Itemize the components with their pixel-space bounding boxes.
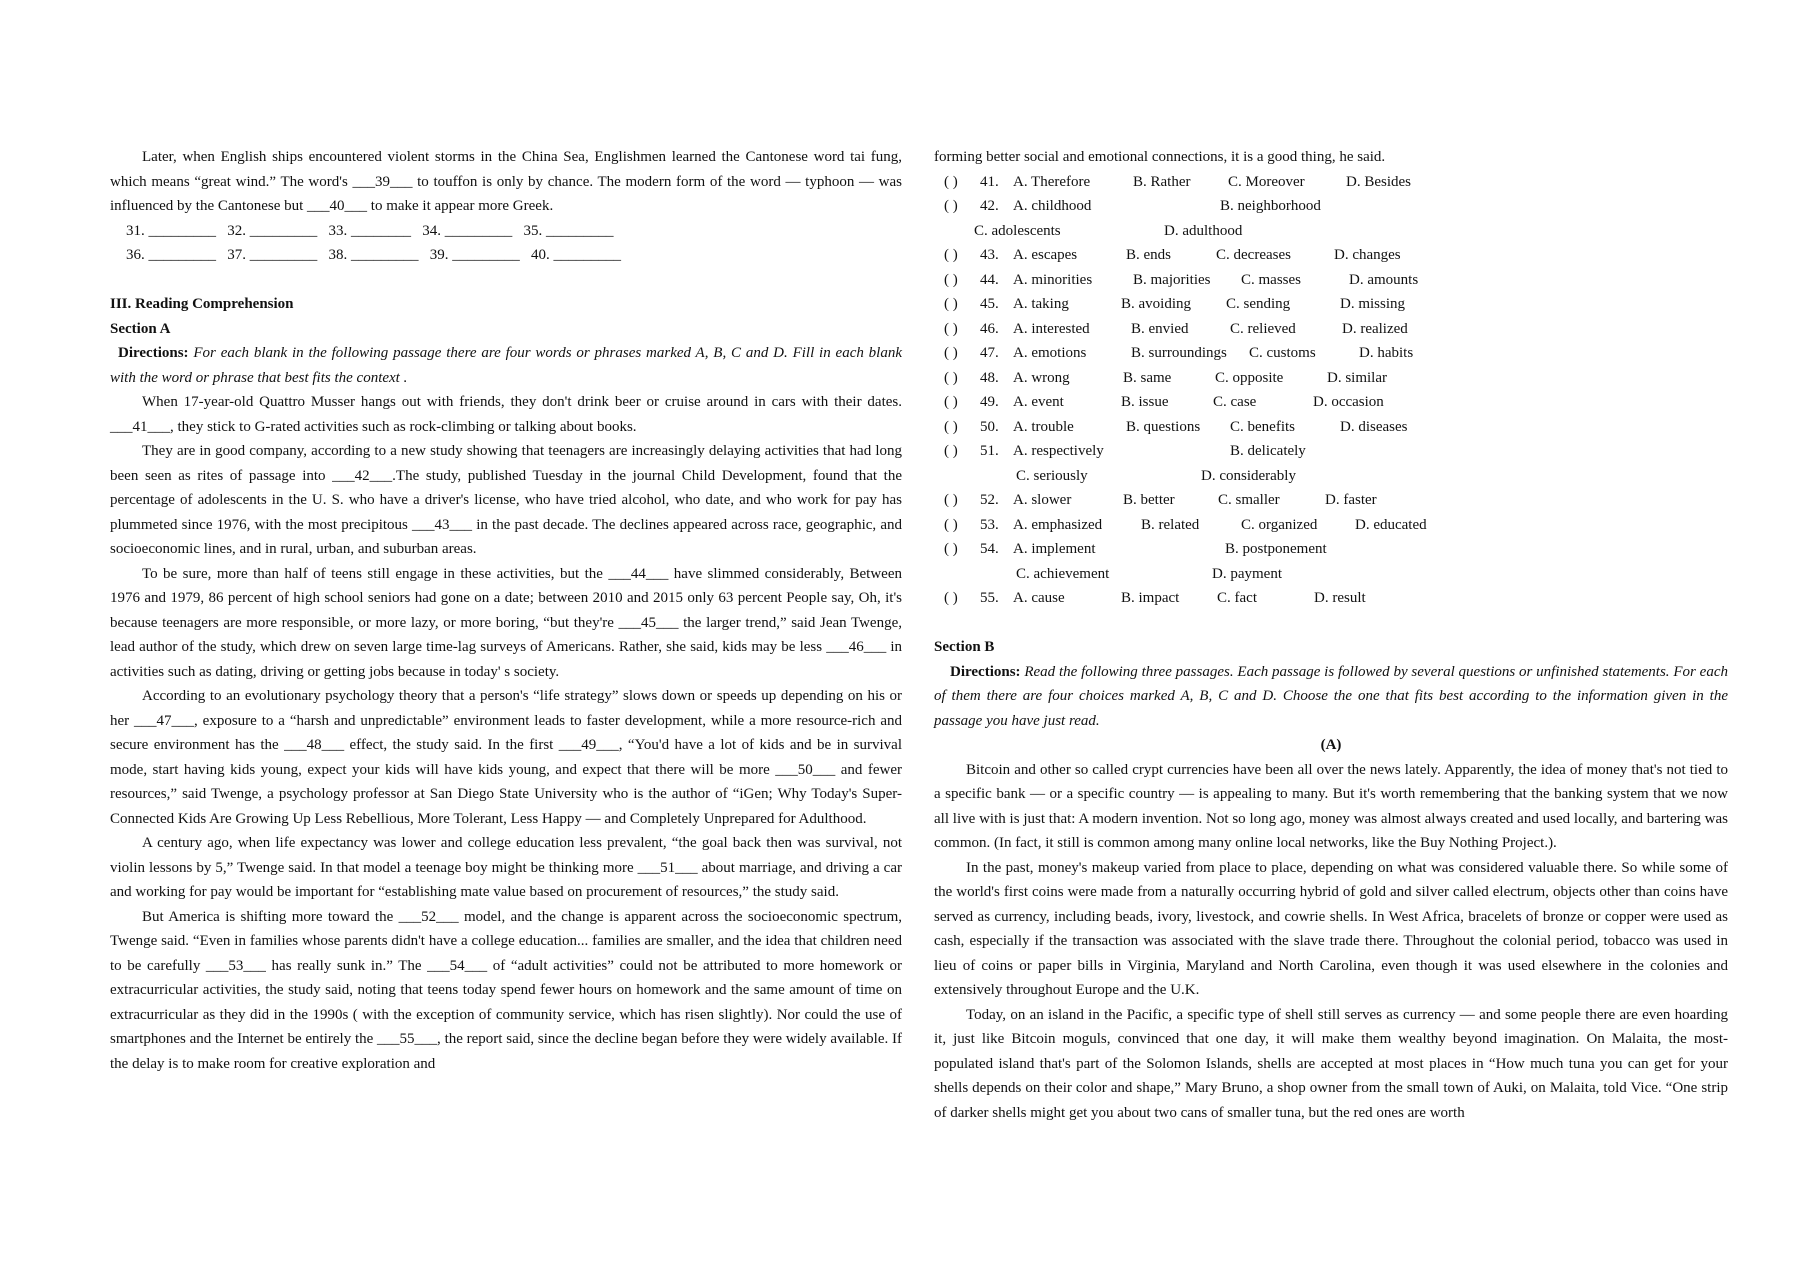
answer-bracket[interactable]: ( ) <box>944 418 958 435</box>
answer-option: D. realized <box>1342 320 1408 337</box>
passage-paragraph: Bitcoin and other so called crypt currencies have been all over the news lately. Apparently, the idea of money that's not tied to a specific bank — or a specific country — is appealing to many. But it's worth remembering that the banking system that we now all live with is just that: A modern invention. Not so long ago, money was almost always created and used locally, and bartering was common. (In fact, it still is common among many online local networks, like the Buy Nothing Project.). <box>934 761 1728 851</box>
question-row <box>934 439 1728 464</box>
intro-paragraph: Later, when English ships encountered violent storms in the China Sea, Englishmen learned the Cantonese word tai fung, which means “great wind.” The word's ___39___ to touffon is only by chance. The modern form of the word — typhoon — was influenced by the Cantonese but ___40___ to make it appear more Greek. <box>110 149 902 214</box>
passage-paragraph: Today, on an island in the Pacific, a specific type of shell still serves as currency — and some people there are even hoarding it, just like Bitcoin moguls, convinced that one day, it will make them wealthy beyond imagination. On Malaita, the most- populated island that's part of the Solomon Islands, shells are accepted at most places in “How much tuna you can get for your shells depends on their color and shape,” Mary Bruno, a shop owner from the small town of Auki, on Malaita, told Vice. “One strip of darker shells might get you about two cans of smaller tuna, but the red ones are worth <box>934 1006 1728 1121</box>
answer-option: D. faster <box>1325 492 1377 508</box>
section-b-directions <box>934 660 1728 734</box>
question-row <box>934 170 1728 195</box>
question-number: 44. <box>980 271 999 288</box>
question-options-continued <box>934 464 1728 489</box>
question-number: 47. <box>980 345 999 361</box>
answer-option: B. better <box>1123 492 1175 508</box>
question-number: 45. <box>980 296 999 312</box>
question-row <box>934 537 1728 562</box>
passage-paragraph: But America is shifting more toward the ___52___ model, and the change is apparent across the socioeconomic spectrum, Twenge said. “Even in families whose parents didn't have a college education... families are smaller, and the idea that children need to be carefully ___53___ has really sunk in.” The ___54___ of “adult activities” could not be attributed to more homework or extracurricular activities, the study said, noting that teens today spend fewer hours on homework and the same amount of time on extracurricular as they did in the 1990s ( with the exception of community service, which has risen slightly). Nor could the use of smartphones and the Internet be entirely the ___55___, the report said, since the decline began before they were widely available. If the delay is to make room for creative exploration and <box>110 908 902 1072</box>
answer-option: C. organized <box>1241 516 1318 533</box>
answer-option: B. issue <box>1121 394 1169 410</box>
passage-paragraph: A century ago, when life expectancy was lower and college education less prevalent, “the goal back then was survival, not violin lessons by 5,” Twenge said. In that model a teenage boy might be thinking more ___51___ about marriage, and driving a car and working for pay would be important for “establishing mate value based on procurement of resources,” the study said. <box>110 835 902 900</box>
answer-option: D. Besides <box>1346 173 1411 190</box>
answer-bracket[interactable]: ( ) <box>944 173 958 190</box>
answer-option: A. slower <box>1013 492 1072 508</box>
answer-option: B. delicately <box>1230 443 1306 459</box>
answer-bracket[interactable]: ( ) <box>944 271 958 288</box>
directions-label: Directions: <box>950 663 1021 680</box>
answer-option: D. payment <box>1212 565 1282 582</box>
answer-option: B. envied <box>1131 320 1189 337</box>
answer-option: A. trouble <box>1013 418 1074 435</box>
answer-option: A. minorities <box>1013 271 1093 288</box>
question-number: 51. <box>980 443 999 459</box>
answer-option: D. missing <box>1340 296 1406 312</box>
question-row <box>934 513 1728 538</box>
answer-option: C. case <box>1213 394 1257 410</box>
question-number: 42. <box>980 198 999 214</box>
passage-paragraph: In the past, money's makeup varied from place to place, depending on what was considered valuable there. So while some of the world's first coins were made from a naturally occurring hybrid of gold and silver called electrum, objects other than coins have served as currency, including beads, ivory, livestock, and cowrie shells. In West Africa, bracelets of bronze or copper were used as cash, especially if the transaction was associated with the slave trade there. Throughout the colonial period, tobacco was used in lieu of coins or paper bills in Virginia, Maryland and North Carolina, even though it was used elsewhere in the colonies and extensively throughout Europe and the U.K. <box>934 859 1728 998</box>
answer-option: D. considerably <box>1201 467 1296 484</box>
answer-blanks-row-2: 36. _________ 37. _________ 38. _________ 39. _________ 40. _________ <box>126 247 621 263</box>
answer-option: C. seriously <box>1016 467 1088 484</box>
answer-option: B. questions <box>1126 418 1201 435</box>
section-b-heading: Section B <box>934 639 995 655</box>
question-number: 49. <box>980 394 999 410</box>
answer-option: C. adolescents <box>974 222 1061 239</box>
answer-option: D. occasion <box>1313 394 1384 410</box>
answer-option: C. opposite <box>1215 369 1284 386</box>
answer-option: A. emotions <box>1013 345 1087 361</box>
continuation-text: forming better social and emotional connections, it is a good thing, he said. <box>934 149 1386 165</box>
section-a-directions <box>110 341 902 390</box>
passage-paragraph: They are in good company, according to a new study showing that teenagers are increasingly delaying activities that had long been seen as rites of passage into ___42___.The study, published Tuesday in the journal Child Development, found that the percentage of adolescents in the U. S. who have a driver's license, who have tried alcohol, who date, and who work for pay has plummeted since 1976, with the most precipitous ___43___ in the past decade. The declines appeared across race, geographic, and socioeconomic lines, and in rural, urban, and suburban areas. <box>110 443 902 557</box>
directions-label: Directions: <box>118 345 189 361</box>
answer-option: D. amounts <box>1349 271 1419 288</box>
answer-option: D. educated <box>1355 516 1427 533</box>
answer-option: C. sending <box>1226 296 1291 312</box>
passage-a-label: (A) <box>1320 737 1342 753</box>
answer-bracket[interactable]: ( ) <box>944 443 958 459</box>
answer-option: D. changes <box>1334 247 1401 263</box>
directions-text: For each blank in the following passage there are four words or phrases marked A, B, C and D. Fill in each blank with the word or phrase that best fits the context . <box>110 345 903 386</box>
answer-option: D. diseases <box>1340 418 1408 435</box>
answer-option: B. impact <box>1121 590 1180 606</box>
answer-option: D. similar <box>1327 369 1387 386</box>
answer-option: B. related <box>1141 516 1200 533</box>
section-a-heading: Section A <box>110 320 171 337</box>
directions-text: Read the following three passages. Each passage is followed by several questions or unfinished statements. For each of them there are four choices marked A, B, C and D. Choose the one that fits best according to the information given in the passage you have just read. <box>934 663 1728 729</box>
question-number: 55. <box>980 590 999 606</box>
answer-option: C. masses <box>1241 271 1301 288</box>
answer-bracket[interactable]: ( ) <box>944 492 958 508</box>
answer-bracket[interactable]: ( ) <box>944 345 958 361</box>
left-column <box>110 145 902 1076</box>
answer-option: A. emphasized <box>1013 516 1103 533</box>
answer-bracket[interactable]: ( ) <box>944 369 958 386</box>
answer-option: C. customs <box>1249 345 1316 361</box>
right-column <box>934 145 1728 1125</box>
question-options-continued <box>934 562 1728 587</box>
question-row <box>934 488 1728 513</box>
answer-option: B. ends <box>1126 247 1171 263</box>
question-row <box>934 415 1728 440</box>
answer-bracket[interactable]: ( ) <box>944 516 958 533</box>
answer-option: B. Rather <box>1133 173 1191 190</box>
answer-option: A. respectively <box>1013 443 1104 459</box>
question-row <box>934 341 1728 366</box>
reading-comprehension-heading: III. Reading Comprehension <box>110 296 294 312</box>
answer-option: C. Moreover <box>1228 173 1305 190</box>
answer-option: A. implement <box>1013 541 1096 557</box>
question-row <box>934 292 1728 317</box>
answer-bracket[interactable]: ( ) <box>944 394 958 410</box>
answer-blanks-row-1: 31. _________ 32. _________ 33. ________ 34. _________ 35. _________ <box>126 222 614 239</box>
answer-option: C. achievement <box>1016 565 1110 582</box>
question-number: 53. <box>980 516 999 533</box>
answer-option: A. childhood <box>1013 198 1092 214</box>
passage-paragraph: To be sure, more than half of teens still engage in these activities, but the ___44___ have slimmed considerably, Between 1976 and 1979, 86 percent of high school seniors had gone on a date; between 2010 and 2015 only 63 percent People say, Oh, it's because teenagers are more responsible, or more lazy, or more boring, “but they're ___45___ the larger trend,” said Jean Twenge, lead author of the study, which drew on seven large time-lag surveys of Americans. Rather, she said, kids may be less ___46___ in activities such as dating, driving or getting jobs because in today' s society. <box>110 565 902 680</box>
answer-option: B. same <box>1123 369 1172 386</box>
question-number: 46. <box>980 320 999 337</box>
answer-bracket[interactable]: ( ) <box>944 247 958 263</box>
question-row <box>934 268 1728 293</box>
question-options-continued <box>934 219 1728 244</box>
passage-paragraph: When 17-year-old Quattro Musser hangs out with friends, they don't drink beer or cruise around in cars with their dates. ___41___, they stick to G-rated activities such as rock-climbing or talking about books. <box>110 394 902 435</box>
question-number: 48. <box>980 369 999 386</box>
answer-option: C. relieved <box>1230 320 1296 337</box>
answer-option: D. adulthood <box>1164 222 1243 239</box>
answer-option: B. majorities <box>1133 271 1211 288</box>
answer-option: A. interested <box>1013 320 1090 337</box>
passage-paragraph: According to an evolutionary psychology theory that a person's “life strategy” slows down or speeds up depending on his or her ___47___, exposure to a “harsh and unpredictable” environment leads to faster development, while a more resource-rich and secure environment has the ___48___ effect, the study said. In the first ___49___, “You'd have a lot of kids and be in survival mode, start having kids young, expect your kids will have kids young, and expect that there will be more ___50___ and fewer resources,” said Twenge, a psychology professor at San Diego State University who is the author of “iGen; Why Today's Super-Connected Kids Are Growing Up Less Rebellious, More Tolerant, Less Happy — and Completely Unprepared for Adulthood. <box>110 688 902 827</box>
answer-option: C. benefits <box>1230 418 1295 435</box>
question-row <box>934 317 1728 342</box>
answer-option: A. escapes <box>1013 247 1078 263</box>
answer-bracket[interactable]: ( ) <box>944 320 958 337</box>
answer-option: D. result <box>1314 590 1366 606</box>
answer-option: C. smaller <box>1218 492 1280 508</box>
question-row <box>934 366 1728 391</box>
question-number: 41. <box>980 173 999 190</box>
answer-option: A. cause <box>1013 590 1065 606</box>
question-row <box>934 194 1728 219</box>
answer-option: A. Therefore <box>1013 173 1091 190</box>
answer-bracket[interactable]: ( ) <box>944 296 958 312</box>
question-number: 50. <box>980 418 999 435</box>
question-list <box>934 170 1728 611</box>
question-row <box>934 243 1728 268</box>
question-row <box>934 586 1728 611</box>
answer-bracket[interactable]: ( ) <box>944 590 958 606</box>
answer-option: B. avoiding <box>1121 296 1191 312</box>
answer-option: B. surroundings <box>1131 345 1227 361</box>
answer-bracket[interactable]: ( ) <box>944 198 958 214</box>
answer-option: C. fact <box>1217 590 1257 606</box>
answer-option: D. habits <box>1359 345 1414 361</box>
question-row <box>934 390 1728 415</box>
answer-option: C. decreases <box>1216 247 1291 263</box>
answer-option: A. event <box>1013 394 1064 410</box>
answer-option: A. taking <box>1013 296 1069 312</box>
answer-option: A. wrong <box>1013 369 1070 386</box>
question-number: 43. <box>980 247 999 263</box>
answer-option: B. postponement <box>1225 541 1327 557</box>
question-number: 52. <box>980 492 999 508</box>
question-number: 54. <box>980 541 999 557</box>
answer-bracket[interactable]: ( ) <box>944 541 958 557</box>
answer-option: B. neighborhood <box>1220 198 1321 214</box>
